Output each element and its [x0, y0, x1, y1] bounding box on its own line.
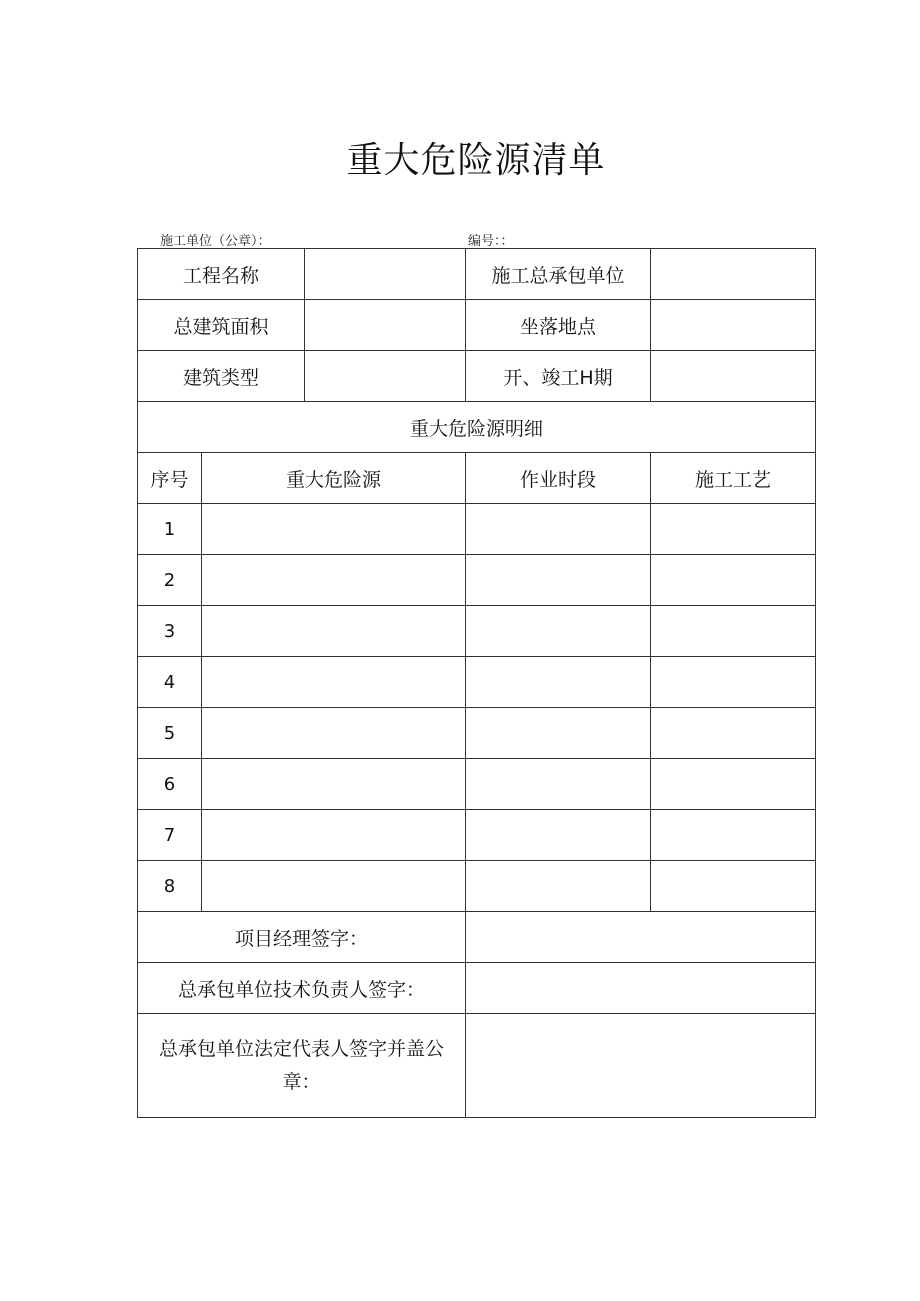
row-index: 7	[138, 810, 202, 861]
column-header-hazard: 重大危险源	[202, 453, 466, 504]
hazard-cell[interactable]	[202, 606, 466, 657]
legal-rep-label-line2: 章：	[282, 1070, 321, 1093]
document-title: 重大危险源清单	[346, 140, 606, 181]
table-row	[138, 861, 816, 912]
column-header-period: 作业时段	[466, 453, 651, 504]
area-field[interactable]	[305, 300, 466, 351]
hazard-cell[interactable]	[202, 759, 466, 810]
tech-lead-signature-field[interactable]	[466, 963, 816, 1014]
process-cell[interactable]	[651, 861, 816, 912]
process-cell[interactable]	[651, 504, 816, 555]
detail-heading: 重大危险源明细	[138, 402, 816, 453]
building-type-label: 建筑类型	[138, 351, 305, 402]
period-cell[interactable]	[466, 504, 651, 555]
table-row	[138, 606, 816, 657]
signature-row	[138, 963, 816, 1014]
project-name-field[interactable]	[305, 249, 466, 300]
location-field[interactable]	[651, 300, 816, 351]
row-index: 8	[138, 861, 202, 912]
legal-rep-label-line1: 总承包单位法定代表人签字并盖公	[159, 1037, 445, 1060]
project-info-row	[138, 300, 816, 351]
process-cell[interactable]	[651, 657, 816, 708]
process-cell[interactable]	[651, 708, 816, 759]
hazard-list-table	[137, 248, 816, 1118]
project-info-row	[138, 249, 816, 300]
table-row	[138, 504, 816, 555]
period-cell[interactable]	[466, 657, 651, 708]
detail-column-header-row	[138, 453, 816, 504]
project-name-label: 工程名称	[138, 249, 305, 300]
hazard-cell[interactable]	[202, 555, 466, 606]
hazard-cell[interactable]	[202, 810, 466, 861]
period-cell[interactable]	[466, 708, 651, 759]
period-cell[interactable]	[466, 810, 651, 861]
contractor-label: 施工总承包单位	[466, 249, 651, 300]
table-row	[138, 555, 816, 606]
legal-rep-signature-field[interactable]	[466, 1014, 816, 1118]
row-index: 4	[138, 657, 202, 708]
row-index: 6	[138, 759, 202, 810]
hazard-cell[interactable]	[202, 657, 466, 708]
legal-rep-signature-label	[138, 1014, 466, 1118]
construction-unit-label: 施工单位（公章）：	[160, 234, 271, 249]
table-row	[138, 759, 816, 810]
table-row	[138, 708, 816, 759]
column-header-process: 施工工艺	[651, 453, 816, 504]
hazard-cell[interactable]	[202, 504, 466, 555]
column-header-index: 序号	[138, 453, 202, 504]
table-row	[138, 657, 816, 708]
table-row	[138, 810, 816, 861]
dates-field[interactable]	[651, 351, 816, 402]
signature-row	[138, 1014, 816, 1118]
period-cell[interactable]	[466, 759, 651, 810]
signature-row	[138, 912, 816, 963]
process-cell[interactable]	[651, 810, 816, 861]
hazard-cell[interactable]	[202, 861, 466, 912]
project-info-row	[138, 351, 816, 402]
row-index: 2	[138, 555, 202, 606]
process-cell[interactable]	[651, 555, 816, 606]
detail-heading-row	[138, 402, 816, 453]
period-cell[interactable]	[466, 606, 651, 657]
process-cell[interactable]	[651, 606, 816, 657]
period-cell[interactable]	[466, 861, 651, 912]
contractor-field[interactable]	[651, 249, 816, 300]
row-index: 5	[138, 708, 202, 759]
hazard-cell[interactable]	[202, 708, 466, 759]
row-index: 3	[138, 606, 202, 657]
building-type-field[interactable]	[305, 351, 466, 402]
pm-signature-label: 项目经理签字：	[138, 912, 466, 963]
document-number-label: 编号：：	[468, 234, 514, 249]
row-index: 1	[138, 504, 202, 555]
area-label: 总建筑面积	[138, 300, 305, 351]
pm-signature-field[interactable]	[466, 912, 816, 963]
dates-label: 开、竣工H期	[466, 351, 651, 402]
period-cell[interactable]	[466, 555, 651, 606]
process-cell[interactable]	[651, 759, 816, 810]
tech-lead-signature-label: 总承包单位技术负责人签字：	[138, 963, 466, 1014]
location-label: 坐落地点	[466, 300, 651, 351]
